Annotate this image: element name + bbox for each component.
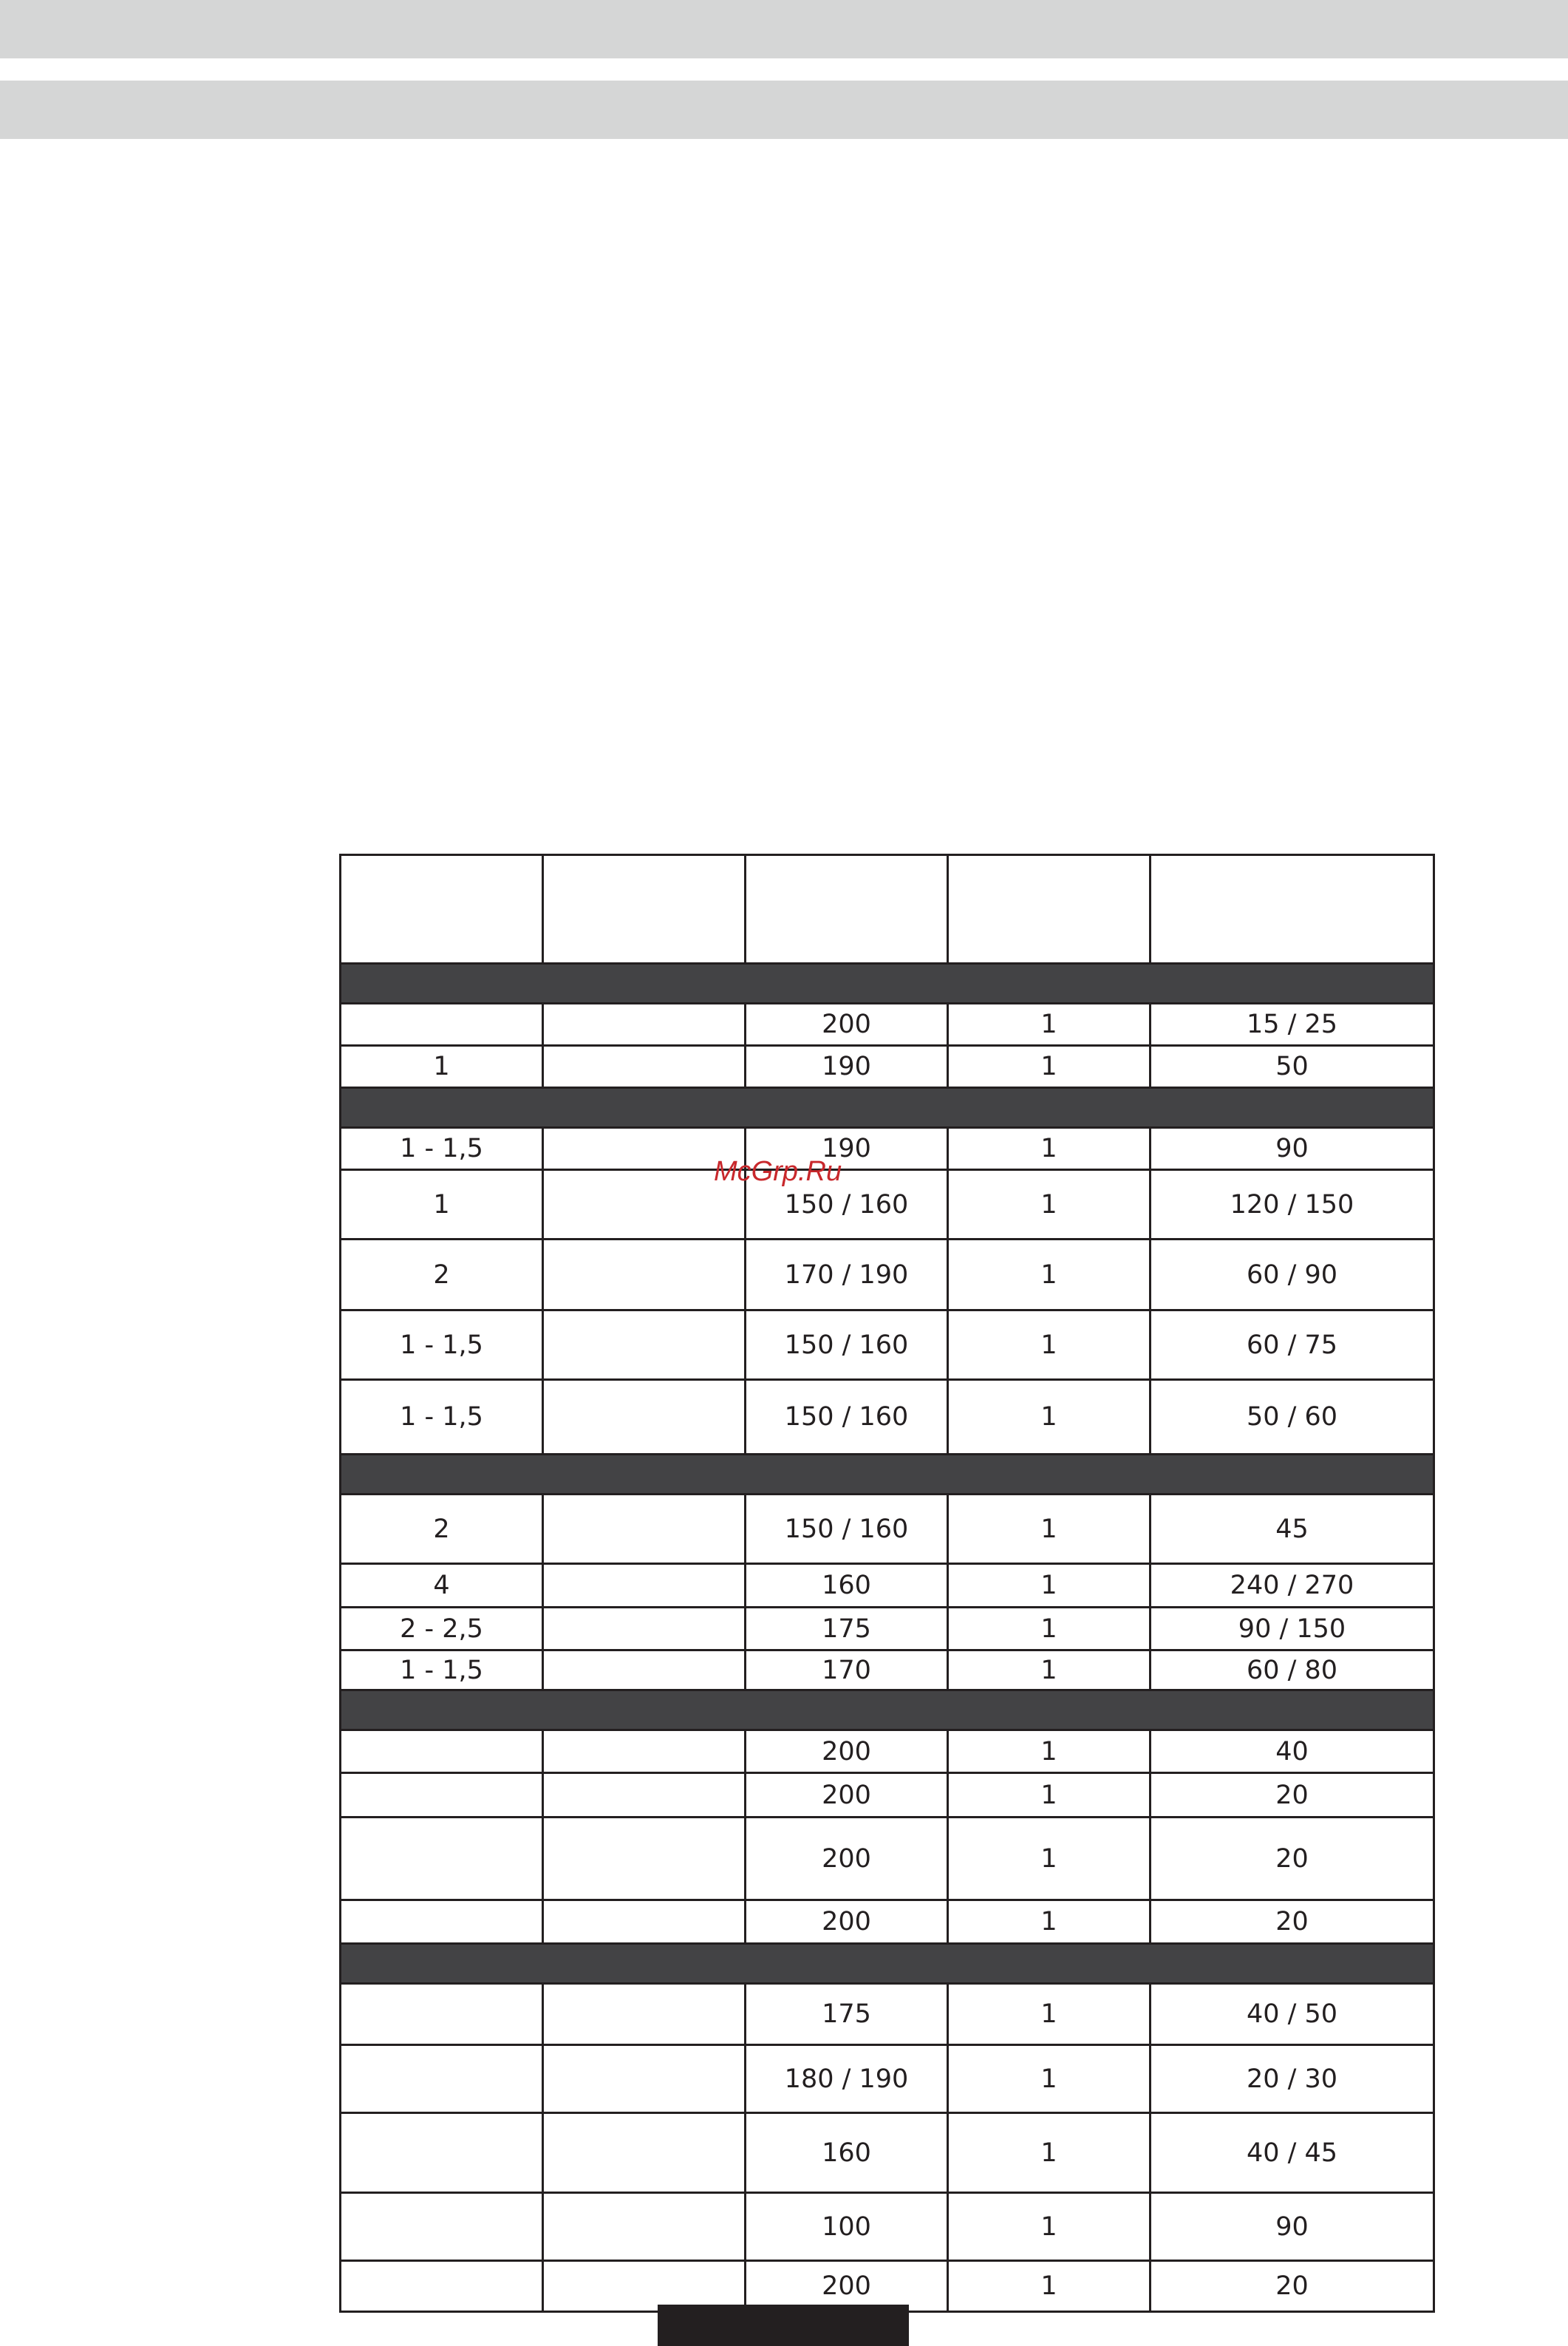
table-cell: 1 [948,1608,1151,1650]
table-cell [543,1004,746,1046]
table-cell: 20 [1151,1900,1434,1944]
table-row [341,1495,1434,1564]
table-cell: 1 [948,1564,1151,1608]
table-cell: 50 [1151,1046,1434,1088]
table-cell: 1 - 1,5 [341,1128,543,1170]
table-row [341,1170,1434,1240]
table-cell [341,1730,543,1773]
table-cell: 200 [746,2261,948,2312]
header-cell [948,855,1151,964]
table-cell: 150 / 160 [746,1380,948,1455]
table-cell: 200 [746,1773,948,1818]
table-cell [543,1730,746,1773]
table-cell: 1 [948,1170,1151,1240]
table-cell [543,1984,746,2045]
table-cell [543,1900,746,1944]
table-cell: 100 [746,2193,948,2261]
table-cell: 1 [948,1004,1151,1046]
table-cell: 1 [948,1818,1151,1900]
table-cell: 170 / 190 [746,1240,948,1310]
table-row [341,1310,1434,1380]
section-divider [341,964,1434,1004]
table-cell: 40 / 50 [1151,1984,1434,2045]
table-cell: 120 / 150 [1151,1170,1434,1240]
header-cell [341,855,543,964]
table-cell: 1 [341,1170,543,1240]
table-cell [543,1310,746,1380]
cooking-table-body [341,855,1434,2312]
table-cell: 2 - 2,5 [341,1608,543,1650]
table-cell: 160 [746,1564,948,1608]
table-cell: 170 [746,1650,948,1690]
table-row [341,1818,1434,1900]
header-cell [746,855,948,964]
table-cell: 150 / 160 [746,1170,948,1240]
page-number-tab [658,2305,909,2346]
table-row [341,2113,1434,2193]
table-cell: 1 [948,1046,1151,1088]
table-cell [543,2045,746,2113]
table-row [341,1984,1434,2045]
section-divider [341,1455,1434,1495]
table-cell: 40 [1151,1730,1434,1773]
table-cell [543,2193,746,2261]
table-cell [341,1984,543,2045]
table-cell [543,1564,746,1608]
header-cell [1151,855,1434,964]
table-cell: 20 [1151,1818,1434,1900]
table-row [341,1004,1434,1046]
table-cell: 20 [1151,1773,1434,1818]
table-cell [543,1650,746,1690]
table-cell: 90 [1151,2193,1434,2261]
table-cell [341,1818,543,1900]
table-cell [543,1495,746,1564]
table-cell: 200 [746,1004,948,1046]
section-divider [341,1944,1434,1984]
table-row [341,2193,1434,2261]
table-row [341,1380,1434,1455]
table-cell [341,2261,543,2312]
table-cell: 20 / 30 [1151,2045,1434,2113]
table-cell: 60 / 90 [1151,1240,1434,1310]
table-header-row [341,855,1434,964]
table-row [341,1773,1434,1818]
table-cell: 1 [948,1495,1151,1564]
section-divider-row [341,1455,1434,1495]
table-cell: 1 [948,1984,1151,2045]
table-cell [341,1773,543,1818]
table-row [341,1900,1434,1944]
table-cell: 50 / 60 [1151,1380,1434,1455]
table-row [341,2045,1434,2113]
table-cell: 175 [746,1608,948,1650]
table-cell: 1 [948,1773,1151,1818]
table-cell: 2 [341,1240,543,1310]
table-cell [543,1773,746,1818]
table-cell [543,1240,746,1310]
table-cell: 190 [746,1128,948,1170]
table-cell: 1 [948,1128,1151,1170]
table-cell: 160 [746,2113,948,2193]
cooking-table [339,854,1435,2313]
section-divider-row [341,1088,1434,1128]
table-row [341,1564,1434,1608]
watermark-text: McGrp.Ru [714,1156,842,1187]
table-cell [341,2045,543,2113]
table-cell: 15 / 25 [1151,1004,1434,1046]
table-cell [341,1900,543,1944]
table-cell: 1 [948,1240,1151,1310]
table-row [341,1240,1434,1310]
table-cell: 150 / 160 [746,1495,948,1564]
table-cell [543,1608,746,1650]
table-cell [543,2113,746,2193]
table-cell: 2 [341,1495,543,1564]
sub-header-bar [0,81,1568,139]
table-cell: 1 [341,1046,543,1088]
table-cell: 240 / 270 [1151,1564,1434,1608]
table-cell [341,2113,543,2193]
table-cell [543,1380,746,1455]
top-header-bar [0,0,1568,58]
table-cell: 1 [948,1650,1151,1690]
table-cell: 1 [948,2193,1151,2261]
table-cell: 4 [341,1564,543,1608]
table-cell: 200 [746,1730,948,1773]
table-row [341,1650,1434,1690]
table-cell: 200 [746,1818,948,1900]
table-cell: 1 [948,1310,1151,1380]
table-row [341,1128,1434,1170]
table-cell: 1 [948,1380,1151,1455]
table-cell [543,1818,746,1900]
table-cell: 20 [1151,2261,1434,2312]
table-cell: 1 [948,1900,1151,1944]
section-divider-row [341,1944,1434,1984]
header-cell [543,855,746,964]
table-row [341,1608,1434,1650]
table-cell: 1 - 1,5 [341,1310,543,1380]
table-cell: 90 [1151,1128,1434,1170]
table-cell: 200 [746,1900,948,1944]
table-cell: 1 [948,1730,1151,1773]
table-cell [341,1004,543,1046]
table-cell: 90 / 150 [1151,1608,1434,1650]
section-divider-row [341,964,1434,1004]
table-cell: 150 / 160 [746,1310,948,1380]
table-cell: 45 [1151,1495,1434,1564]
table-cell: 60 / 75 [1151,1310,1434,1380]
table-cell: 40 / 45 [1151,2113,1434,2193]
table-cell: 1 [948,2261,1151,2312]
table-cell: 60 / 80 [1151,1650,1434,1690]
section-divider [341,1088,1434,1128]
table-cell: 1 - 1,5 [341,1650,543,1690]
table-cell: 175 [746,1984,948,2045]
table-cell [341,2193,543,2261]
table-cell: 1 [948,2045,1151,2113]
table-cell: 190 [746,1046,948,1088]
table-cell: 180 / 190 [746,2045,948,2113]
section-divider-row [341,1690,1434,1730]
table-cell: 1 [948,2113,1151,2193]
table-cell [543,1046,746,1088]
section-divider [341,1690,1434,1730]
table-cell: 1 - 1,5 [341,1380,543,1455]
table-row [341,1046,1434,1088]
table-row [341,1730,1434,1773]
